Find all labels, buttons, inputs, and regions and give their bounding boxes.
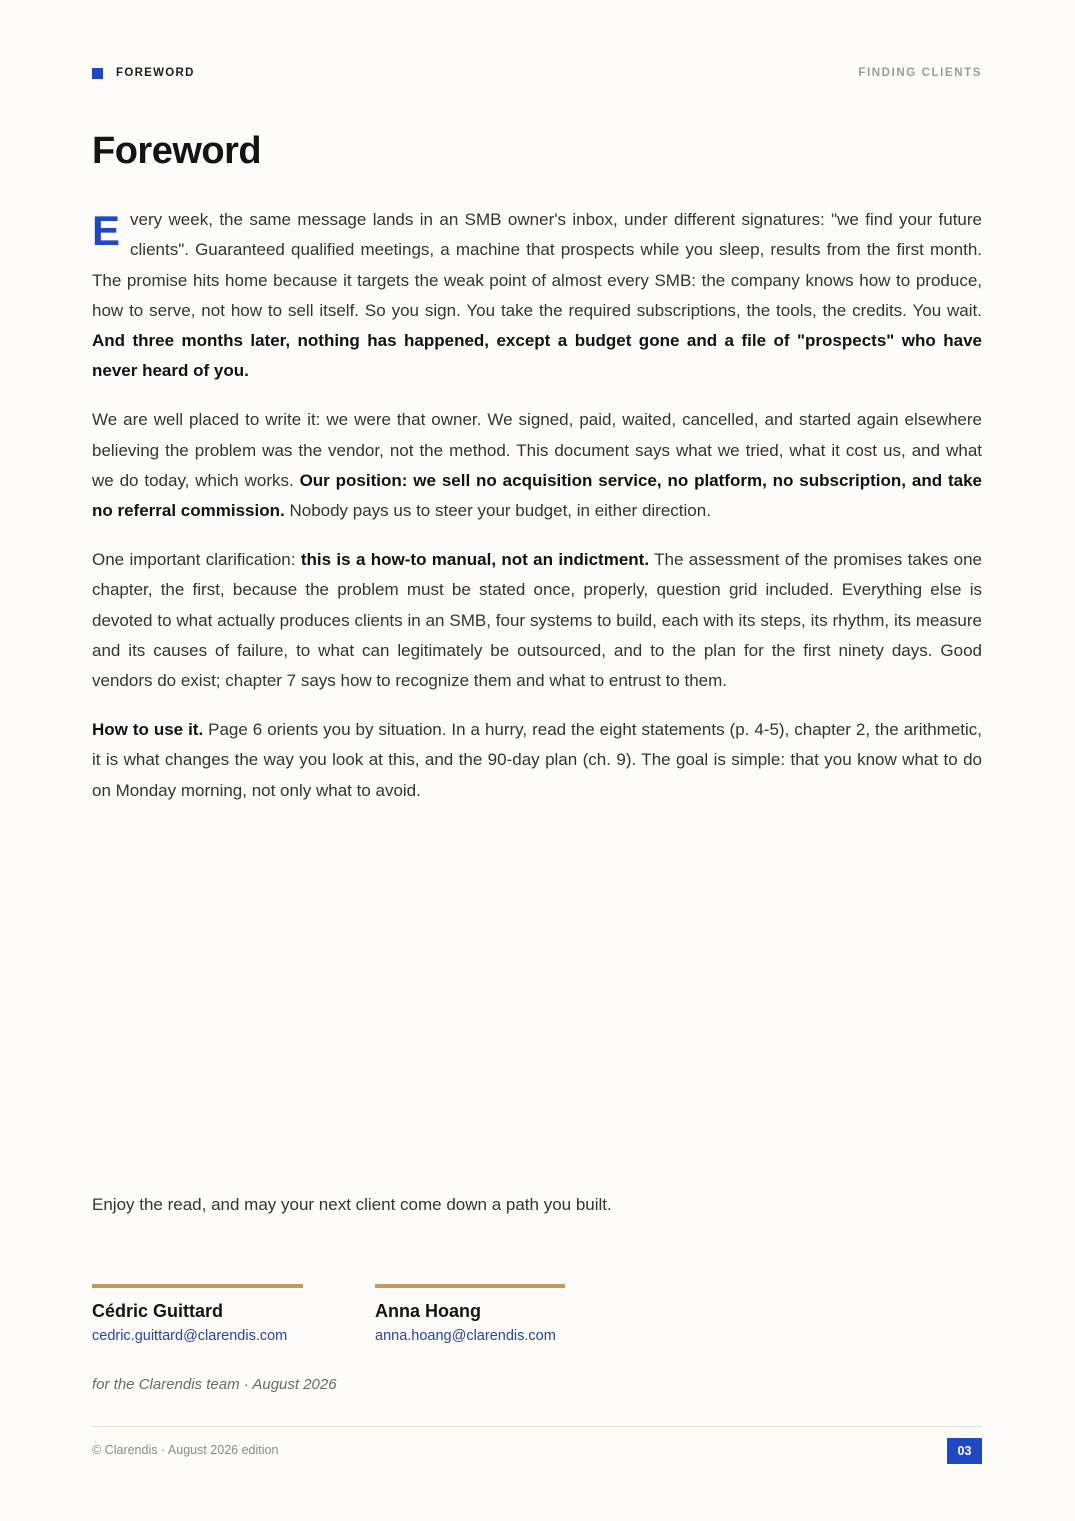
paragraph-1	[92, 205, 982, 387]
document-title: FINDING CLIENTS	[858, 67, 982, 79]
paragraph-3-text: One important clarification:	[92, 549, 301, 569]
paragraph-2-emphasis: Our position: we sell no acquisition service, no platform, no subscription, and take no referral commission.	[92, 470, 982, 521]
paragraph-4-emphasis: How to use it.	[92, 719, 204, 739]
paragraph-3	[92, 545, 982, 696]
section-marker-icon	[92, 68, 103, 79]
signatory-email-link[interactable]: anna.hoang@clarendis.com	[375, 1328, 556, 1344]
section-label: FOREWORD	[116, 67, 195, 79]
paragraph-4-text: Page 6 orients you by situation. In a hurry, read the eight statements (p. 4-5), chapter 2, the arithmetic, it is what changes the way you look at this, and the 90-day plan (ch. 9). The goal is simple: that you know what to do on Monday morning, not only what to avoid.	[92, 719, 983, 800]
paragraph-3-text-end: The assessment of the promises takes one chapter, the first, because the problem must be stated once, properly, question grid included. Everything else is devoted to what actually produces clients in an SMB, four systems to build, each with its steps, its rhythm, its measure and its causes of failure, to what can legitimately be outsourced, and to the plan for the first ninety days. Good vendors do exist; chapter 7 says how to recognize them and what to entrust to them.	[92, 549, 983, 691]
signatory-email-link[interactable]: cedric.guittard@clarendis.com	[92, 1328, 288, 1344]
signatory-name: Anna Hoang	[375, 1301, 481, 1321]
paragraph-2-text: We are well placed to write it: we were that owner. We signed, paid, waited, cancelled, and started again elsewhere believing the problem was the vendor, not the method. This document says what we tried, what it cost us, and what we do today, which works.	[92, 410, 982, 490]
signatory-name: Cédric Guittard	[92, 1301, 224, 1321]
paragraph-4	[92, 715, 982, 806]
signature-rule	[92, 1284, 303, 1288]
closing-line: Enjoy the read, and may your next client come down a path you built.	[92, 1195, 612, 1214]
signature-rule	[375, 1284, 565, 1288]
paragraph-1-emphasis: And three months later, nothing has happened, except a budget gone and a file of "prospects" who have never heard of you.	[92, 331, 982, 381]
paragraph-2	[92, 405, 982, 526]
body-text	[92, 205, 982, 824]
paragraph-3-emphasis: this is a how-to manual, not an indictment.	[300, 549, 650, 569]
footer-divider	[92, 1426, 982, 1427]
signature-block	[375, 1284, 565, 1344]
page-title: Foreword	[92, 130, 262, 172]
running-header	[92, 66, 982, 82]
copyright: © Clarendis · August 2026 edition	[92, 1443, 279, 1457]
page-number: 03	[947, 1438, 982, 1464]
signature-block	[92, 1284, 303, 1344]
paragraph-2-text-end: Nobody pays us to steer your budget, in either direction.	[284, 501, 711, 521]
paragraph-1-text: very week, the same message lands in an SMB owner's inbox, under different signatures: "we find your future clients". Guaranteed qualified meetings, a machine that prospects while you sleep, results from the first month. The promise hits home because it targets the weak point of almost every SMB: the company knows how to produce, how to serve, not how to sell itself. So you sign. You take the required subscriptions, the tools, the credits. You wait.	[92, 210, 982, 320]
team-line: for the Clarendis team · August 2026	[92, 1376, 337, 1393]
page	[92, 0, 982, 1521]
drop-cap: E	[92, 207, 121, 254]
